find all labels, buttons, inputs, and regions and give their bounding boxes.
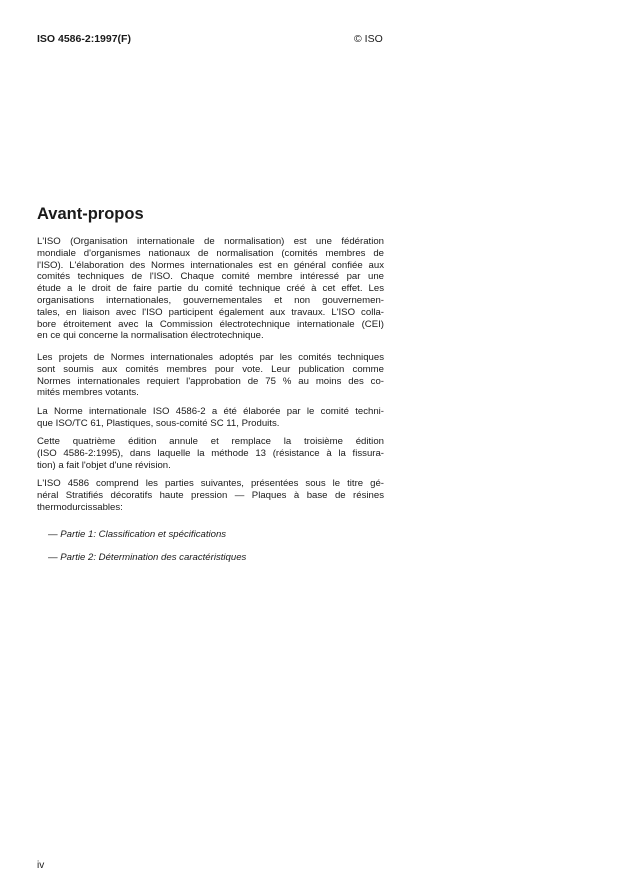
text-line: La Norme internationale ISO 4586-2 a été élaborée par le comité techni- [37, 406, 384, 417]
text-line: que ISO/TC 61, Plastiques, sous-comité SC 11, Produits. [37, 417, 280, 429]
text-line: L'ISO (Organisation internationale de normalisation) est une fédération [37, 236, 384, 247]
paragraph-5 [37, 478, 384, 513]
text-line: néral Stratifiés décoratifs haute pression — Plaques à base de résines [37, 489, 384, 501]
text-line: thermodurcissables: [37, 501, 123, 513]
text-line: sont soumis aux comités membres pour vote. Leur publication comme [37, 363, 384, 375]
text-line: organisations internationales, gouvernementales et non gouvernemen- [37, 294, 384, 306]
text-line: Normes internationales requiert l'approbation de 75 % au moins des co- [37, 375, 384, 387]
paragraph-1 [37, 236, 384, 342]
paragraph-4 [37, 436, 384, 471]
paragraph-3 [37, 406, 384, 430]
text-line: l'ISO). L'élaboration des Normes internationales est en général confiée aux [37, 259, 384, 271]
text-line: tion) a fait l'objet d'une révision. [37, 459, 171, 471]
text-line: en ce qui concerne la normalisation électrotechnique. [37, 330, 264, 342]
text-line: L'ISO 4586 comprend les parties suivantes, présentées sous le titre gé- [37, 478, 384, 489]
paragraph-2 [37, 352, 384, 399]
copyright: © ISO [354, 33, 383, 45]
list-item: — Partie 1: Classification et spécifications [48, 529, 227, 540]
text-line: (ISO 4586-2:1995), dans laquelle la méthode 13 (résistance à la fissura- [37, 447, 384, 459]
text-line: comités techniques de l'ISO. Chaque comité membre intéressé par une [37, 271, 384, 283]
text-line: tales, en liaison avec l'ISO participent également aux travaux. L'ISO colla- [37, 306, 384, 318]
section-title: Avant-propos [37, 205, 144, 223]
text-line: mités membres votants. [37, 387, 139, 399]
list-item: — Partie 2: Détermination des caractéristiques [48, 552, 247, 563]
text-line: Les projets de Normes internationales adoptés par les comités techniques [37, 352, 384, 363]
document-id: ISO 4586-2:1997(F) [37, 33, 131, 45]
page-number: iv [37, 860, 45, 871]
text-line: bore étroitement avec la Commission électrotechnique internationale (CEI) [37, 318, 384, 330]
text-line: mondiale d'organismes nationaux de normalisation (comités membres de [37, 247, 384, 259]
text-line: étude a le droit de faire partie du comité technique créé à cet effet. Les [37, 283, 384, 295]
text-line: Cette quatrième édition annule et remplace la troisième édition [37, 436, 384, 447]
